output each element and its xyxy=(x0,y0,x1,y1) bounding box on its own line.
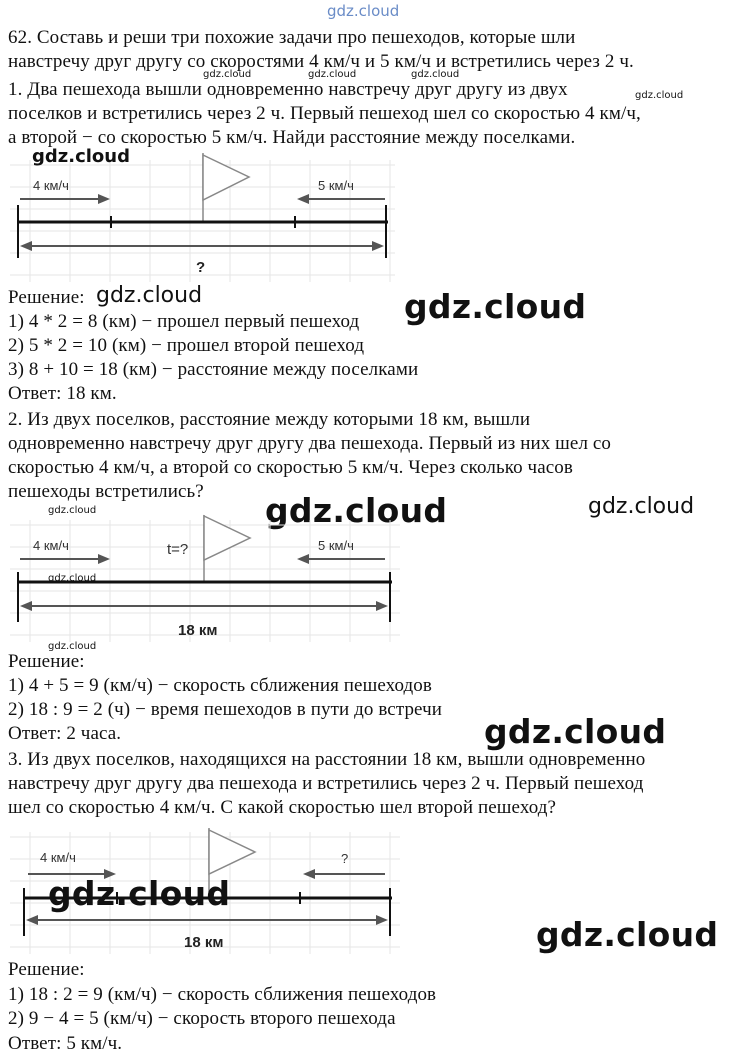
problem-1-text-line-3: а второй − со скоростью 5 км/ч. Найди расстояние между поселками. xyxy=(8,127,576,148)
watermark-top: gdz.cloud xyxy=(327,2,400,20)
right-speed-label: 5 км/ч xyxy=(318,178,354,193)
problem-1-solution-label: Решение: xyxy=(8,287,85,308)
right-speed-label: ? xyxy=(341,851,349,866)
watermark-small: gdz.cloud xyxy=(48,573,97,584)
watermark-large: gdz.cloud xyxy=(484,712,667,751)
task-title-line-1: 62. Составь и реши три похожие задачи про пешеходов, которые шли xyxy=(8,27,576,48)
problem-1-step-3: 3) 8 + 10 = 18 (км) − расстояние между поселками xyxy=(8,359,419,380)
watermark-small: gdz.cloud xyxy=(48,641,97,652)
watermark-small: gdz.cloud xyxy=(411,69,460,80)
problem-3-solution-label: Решение: xyxy=(8,959,85,980)
problem-3-text-line-2: навстречу друг другу два пешехода и встретились через 2 ч. Первый пешеход xyxy=(8,773,644,794)
task-title-line-2: навстречу друг другу со скоростями 4 км/ч и 5 км/ч и встретились через 2 ч. xyxy=(8,51,634,72)
problem-2-text-line-4: пешеходы встретились? xyxy=(8,481,204,502)
problem-1-step-1: 1) 4 * 2 = 8 (км) − прошел первый пешеход xyxy=(8,311,360,332)
problem-1-diagram xyxy=(0,150,410,290)
problem-2-answer: Ответ: 2 часа. xyxy=(8,723,122,744)
problem-3-text-line-3: шел со скоростью 4 км/ч. С какой скоростью шел второй пешеход? xyxy=(8,797,557,818)
left-speed-label: 4 км/ч xyxy=(33,178,69,193)
watermark-small: gdz.cloud xyxy=(48,505,97,516)
left-speed-label: 4 км/ч xyxy=(33,538,69,553)
problem-2-text-line-2: одновременно навстречу друг другу два пешехода. Первый из них шел со xyxy=(8,433,612,454)
problem-1-step-2: 2) 5 * 2 = 10 (км) − прошел второй пешеход xyxy=(8,335,365,356)
watermark-small: gdz.cloud xyxy=(203,69,252,80)
watermark-medium: gdz.cloud xyxy=(588,494,695,519)
distance-label: ? xyxy=(196,259,206,276)
problem-1-text-line-2: поселков и встретились через 2 ч. Первый пешеход шел со скоростью 4 км/ч, xyxy=(8,103,641,124)
watermark-large: gdz.cloud xyxy=(404,287,587,326)
watermark-large: gdz.cloud xyxy=(265,491,448,530)
problem-2-text-line-1: 2. Из двух поселков, расстояние между которыми 18 км, вышли xyxy=(8,409,531,430)
left-speed-label: 4 км/ч xyxy=(40,850,76,865)
problem-2-step-1: 1) 4 + 5 = 9 (км/ч) − скорость сближения пешеходов xyxy=(8,675,432,696)
problem-1-answer: Ответ: 18 км. xyxy=(8,383,117,404)
problem-2-step-2: 2) 18 : 9 = 2 (ч) − время пешеходов в пути до встречи xyxy=(8,699,443,720)
watermark-small: gdz.cloud xyxy=(308,69,357,80)
problem-2-text-line-3: скоростью 4 км/ч, а второй со скоростью 5 км/ч. Через сколько часов xyxy=(8,457,573,478)
problem-3-step-2: 2) 9 − 4 = 5 (км/ч) − скорость второго пешехода xyxy=(8,1008,396,1029)
distance-label: 18 км xyxy=(178,622,218,639)
problem-3-text-line-1: 3. Из двух поселков, находящихся на расстоянии 18 км, вышли одновременно xyxy=(8,749,646,770)
time-label: t=? xyxy=(167,541,189,558)
problem-1-text-line-1: 1. Два пешехода вышли одновременно навстречу друг другу из двух xyxy=(8,79,568,100)
watermark-large: gdz.cloud xyxy=(48,874,231,913)
watermark-medium: gdz.cloud xyxy=(96,283,203,308)
distance-label: 18 км xyxy=(184,934,224,951)
problem-3-step-1: 1) 18 : 2 = 9 (км/ч) − скорость сближения пешеходов xyxy=(8,984,437,1005)
watermark-small: gdz.cloud xyxy=(635,90,684,101)
problem-3-answer: Ответ: 5 км/ч. xyxy=(8,1033,123,1054)
watermark-medium: gdz.cloud xyxy=(32,146,130,167)
problem-2-solution-label: Решение: xyxy=(8,651,85,672)
right-speed-label: 5 км/ч xyxy=(318,538,354,553)
watermark-large: gdz.cloud xyxy=(536,915,719,954)
